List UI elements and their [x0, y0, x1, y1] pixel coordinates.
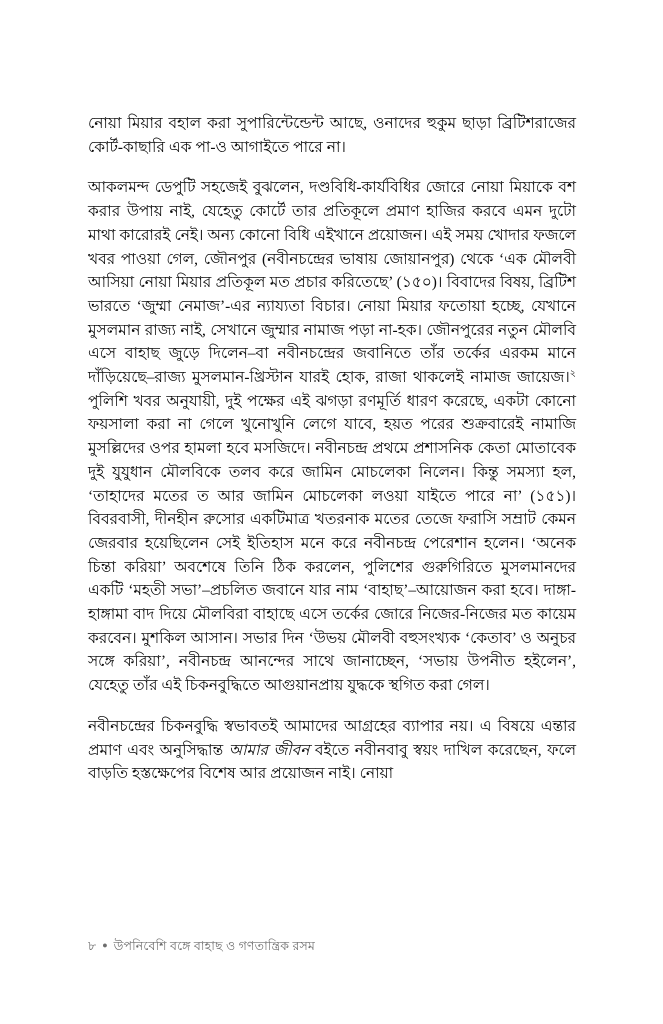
paragraph-1-text: নোয়া মিয়ার বহাল করা সুপারিন্টেন্ডেন্ট আছে, ওনাদের হুকুম ছাড়া ব্রিটিশরাজের কোর্ট-কাছারি এক পা-ও আগাইতে পারে না।: [88, 115, 576, 156]
footer-separator-bullet: ●: [102, 940, 108, 950]
paragraph-2-text-before-footnote: আকলমন্দ ডেপুটি সহজেই বুঝলেন, দণ্ডবিধি-কার্যবিধির জোরে নোয়া মিয়াকে বশ করার উপায় নাই, যেহেতু কোর্টে তার প্রতিকূলে প্রমাণ হাজির করবে এমন দুটো মাথা কারোরই নেই। অন্য কোনো বিধি এইখানে প্রয়োজন। এই সময় খোদার ফজলে খবর পাওয়া গেল, জৌনপুর (নবীনচন্দ্রের ভাষায় জোয়ানপুর) থেকে ‘এক মৌলবী আসিয়া নোয়া মিয়ার প্রতিকূল মত প্রচার করিতেছে’ (১৫০)। বিবাদের বিষয়, ব্রিটিশ ভারতে ‘জুম্মা নেমাজ’-এর ন্যায্যতা বিচার। নোয়া মিয়ার ফতোয়া হচ্ছে, যেখানে মুসলমান রাজ্য নাই, সেখানে জুম্মার নামাজ পড়া না-হক। জৌনপুরের নতুন মৌলবি এসে বাহাছ জুড়ে দিলেন–বা নবীনচন্দ্রের জবানিতে তাঁর তর্কের এরকম মানে দাঁড়িয়েছে–রাজ্য মুসলমান-খ্রিস্টান যারই হোক, রাজা থাকলেই নামাজ জায়েজ।: [88, 179, 576, 387]
paragraph-1: [88, 112, 576, 159]
paragraph-2-text-after-footnote: পুলিশি খবর অনুযায়ী, দুই পক্ষের এই ঝগড়া রণমূর্তি ধারণ করেছে, একটা কোনো ফয়সালা করা না গেলে খুনোখুনি লেগে যাবে, হয়ত পরের শুক্রবারেই নামাজি মুসল্লিদের ওপর হামলা হবে মসজিদে। নবীনচন্দ্র প্রথমে প্রশাসনিক কেতা মোতাবেক দুই যুযুধান মৌলবিকে তলব করে জামিন মোচলেকা নিলেন। কিন্তু সমস্যা হল, ‘তাহাদের মতের ত আর জামিন মোচলেকা লওয়া যাইতে পারে না’ (১৫১)। বিবরবাসী, দীনহীন রুসোর একটিমাত্র খতরনাক মতের তেজে ফরাসি সম্রাট কেমন জেরবার হয়েছিলেন সেই ইতিহাস মনে করে নবীনচন্দ্র পেরেশান হলেন। ‘অনেক চিন্তা করিয়া’ অবশেষে তিনি ঠিক করলেন, পুলিশের গুরুগিরিতে মুসলমানদের একটি ‘মহতী সভা’–প্রচলিত জবানে যার নাম ‘বাহাছ’–আয়োজন করা হবে। দাঙ্গা-হাঙ্গামা বাদ দিয়ে মৌলবিরা বাহাছে এসে তর্কের জোরে নিজের-নিজের মত কায়েম করবেন। মুশকিল আসান। সভার দিন ‘উভয় মৌলবী বহুসংখ্যক ‘কেতাব’ ও অনুচর সঙ্গে করিয়া’, নবীনচন্দ্র আনন্দের সাথে জানাচ্ছেন, ‘সভায় উপনীত হইলেন’, যেহেতু তাঁর এই চিকনবুদ্ধিতে আগুয়ানপ্রায় যুদ্ধকে স্থগিত করা গেল।: [88, 392, 576, 695]
book-title-italic: আমার জীবন: [228, 741, 310, 759]
page-text-body: [88, 112, 576, 786]
page-footer: [88, 938, 576, 955]
paragraph-3-text-after-title: বইতে নবীনবাবু স্বয়ং দাখিল করেছেন, ফলে বাড়তি হস্তক্ষেপের বিশেষ আর প্রয়োজন নাই। নোয়া: [88, 741, 576, 783]
paragraph-3-text-before-title: নবীনচন্দ্রের চিকনবুদ্ধি স্বভাবতই আমাদের আগ্রহের ব্যাপার নয়। এ বিষয়ে এন্তার প্রমাণ এবং অনুসিদ্ধান্ত: [88, 717, 576, 759]
footer-page-number: ৮: [88, 939, 97, 953]
footnote-reference-marker[interactable]: ২: [569, 367, 576, 379]
paragraph-3: [88, 715, 576, 786]
footer-running-title: উপনিবেশি বঙ্গে বাহাছ ও গণতান্ত্রিক রসম: [113, 939, 315, 953]
paragraph-2: [88, 176, 576, 697]
